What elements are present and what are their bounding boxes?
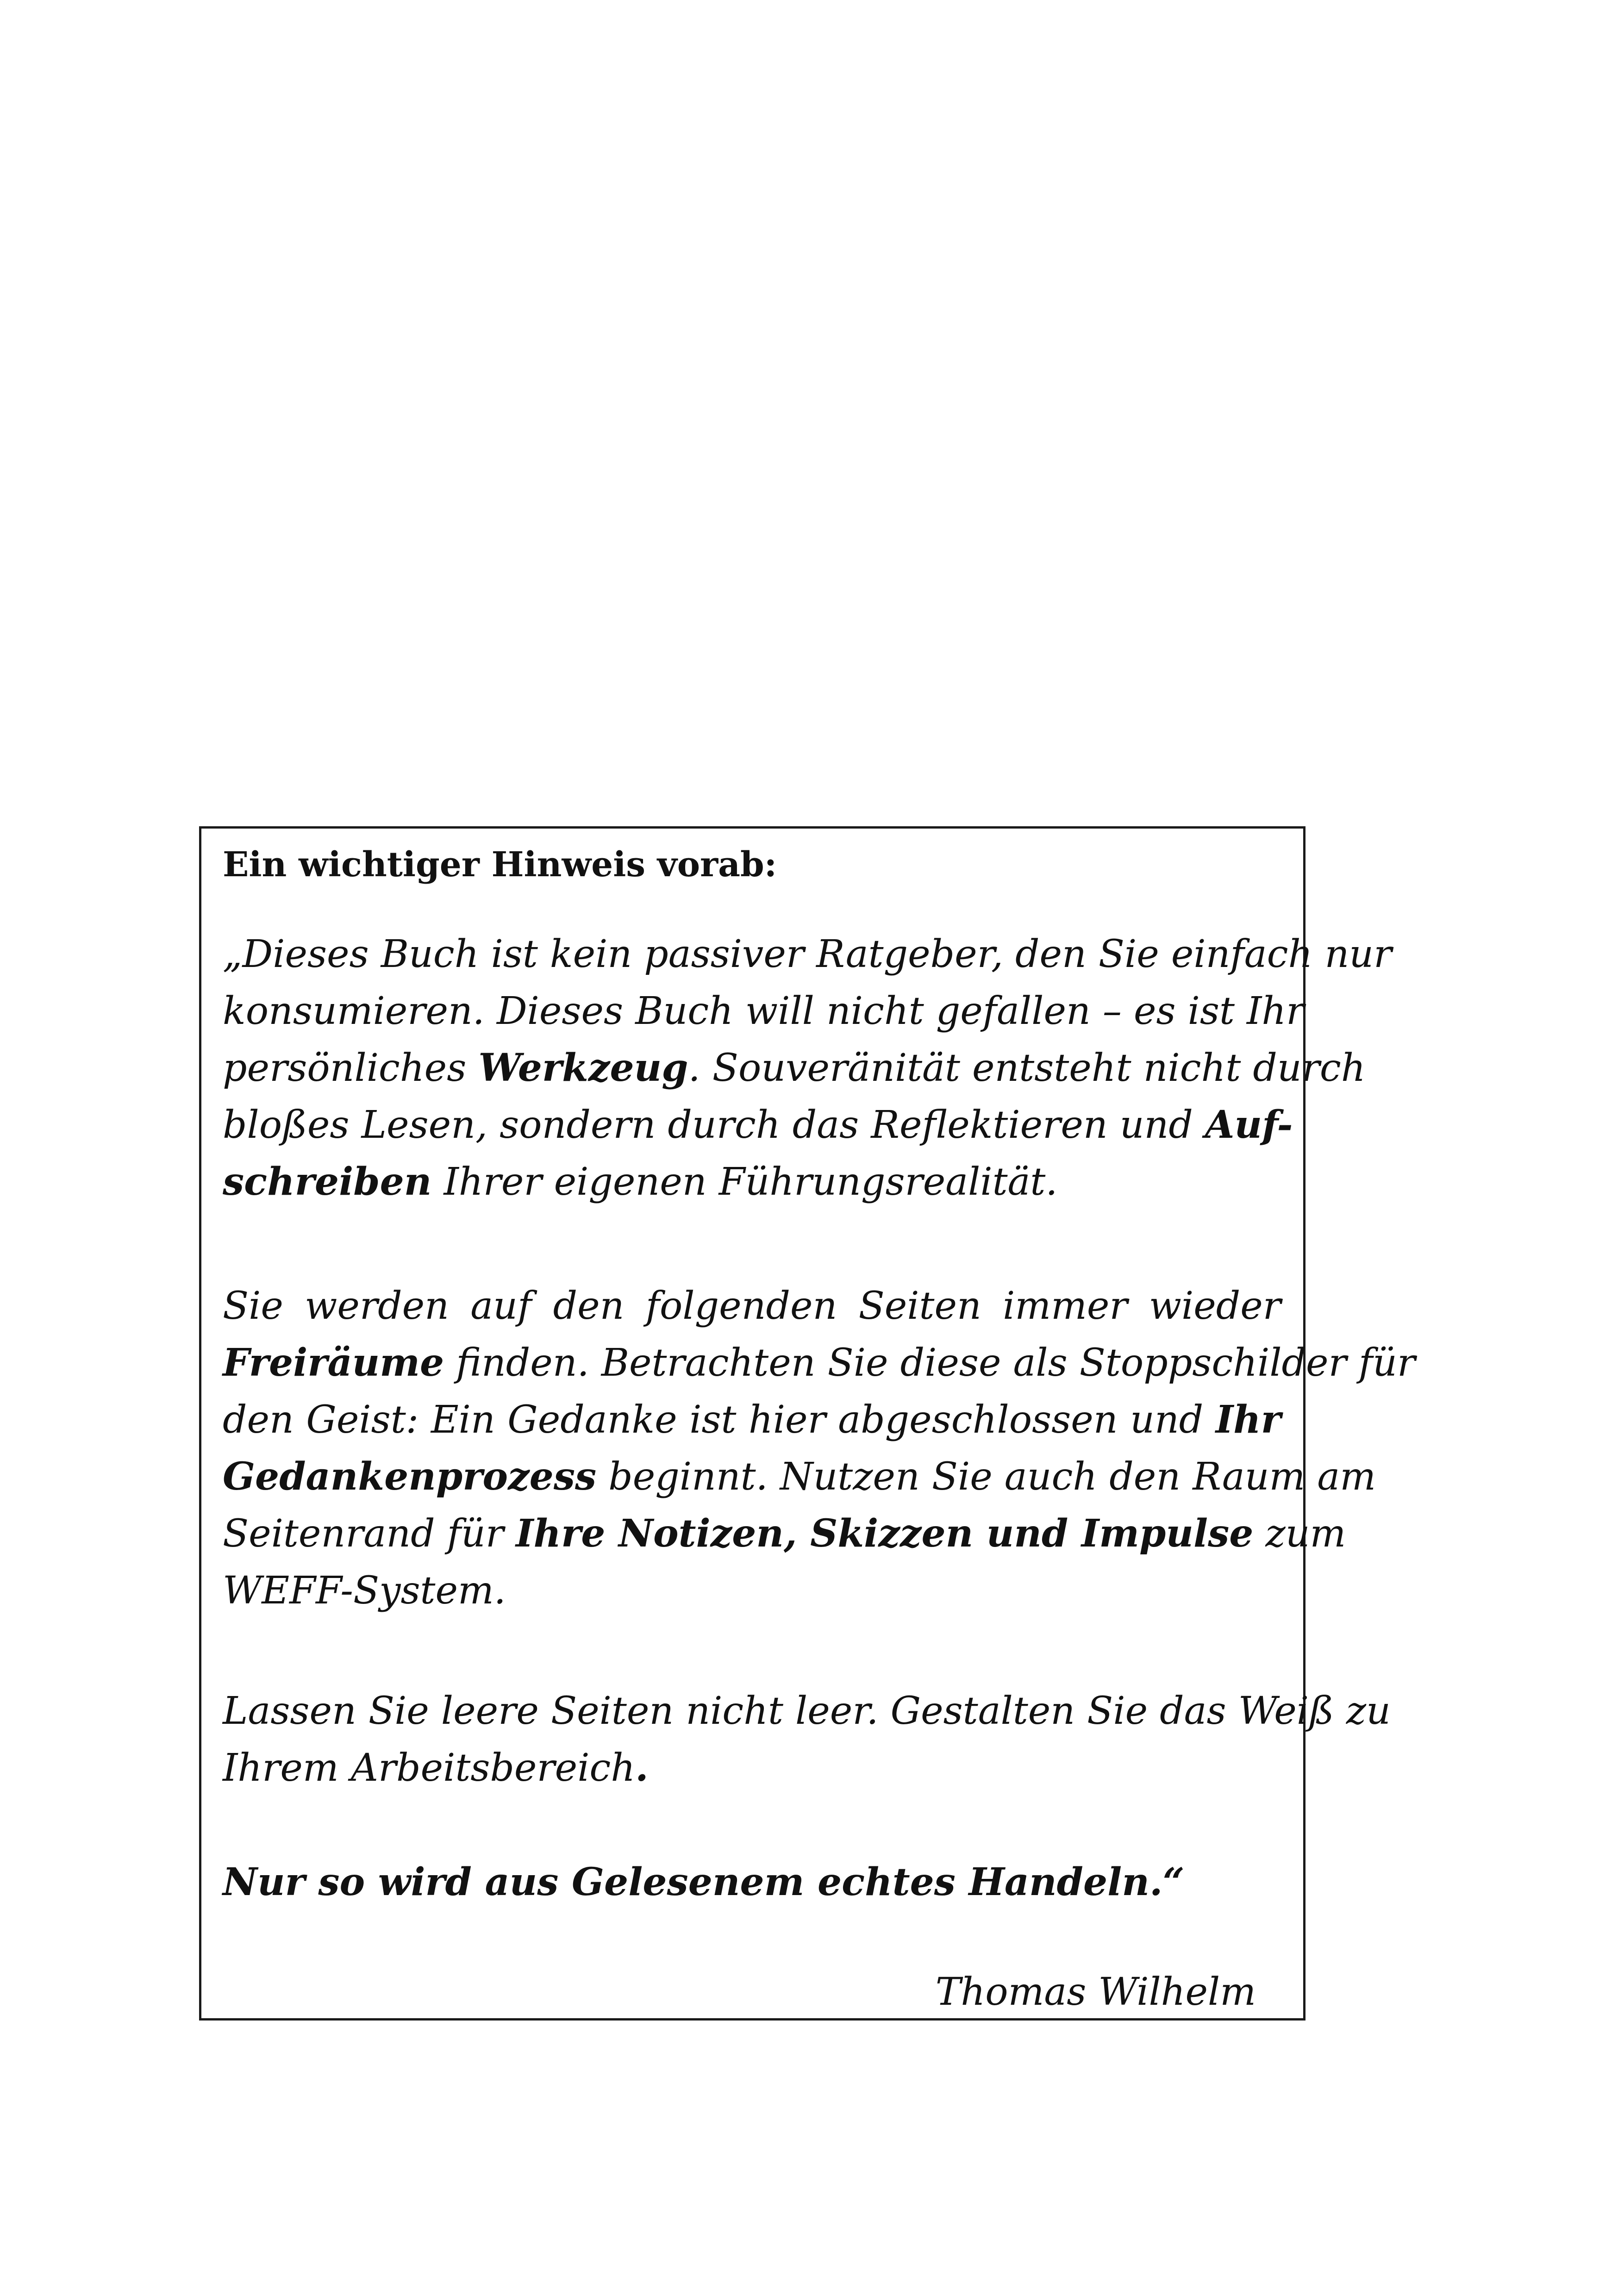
text-line: Freiräume finden. Betrachten Sie diese als Stoppschilder für bbox=[223, 1341, 1416, 1385]
text-line: Seitenrand für Ihre Notizen, Skizzen und Impulse zum bbox=[223, 1511, 1346, 1556]
text-line: Sie werden auf den folgenden Seiten immer wieder bbox=[223, 1284, 1281, 1328]
notice-paragraph-3 bbox=[223, 1683, 1391, 1796]
text-line: den Geist: Ein Gedanke ist hier abgeschlossen und Ihr bbox=[223, 1397, 1281, 1442]
emphasis-werkzeug: Werkzeug bbox=[478, 1046, 688, 1090]
text-line: schreiben Ihrer eigenen Führungsrealität. bbox=[223, 1160, 1058, 1204]
emphasis-ihr: Ihr bbox=[1215, 1397, 1281, 1442]
text-line: Lassen Sie leere Seiten nicht leer. Gestalten Sie das Weiß zu bbox=[223, 1689, 1391, 1733]
text-line: persönliches Werkzeug. Souveränität entsteht nicht durch bbox=[223, 1046, 1366, 1090]
text-line: Gedankenprozess beginnt. Nutzen Sie auch den Raum am bbox=[223, 1454, 1376, 1499]
text-line: bloßes Lesen, sondern durch das Reflektieren und Auf- bbox=[223, 1103, 1293, 1147]
text-line: Ihrem Arbeitsbereich. bbox=[223, 1746, 649, 1790]
notice-title: Ein wichtiger Hinweis vorab: bbox=[223, 845, 777, 885]
text-line: „Dieses Buch ist kein passiver Ratgeber, den Sie einfach nur bbox=[223, 932, 1392, 976]
text-line: Nur so wird aus Gelesenem echtes Handeln.“ bbox=[223, 1860, 1185, 1904]
notice-paragraph-2 bbox=[223, 1278, 1416, 1619]
signature: Thomas Wilhelm bbox=[935, 1970, 1256, 2014]
emphasis-aufschreiben-1: Auf- bbox=[1205, 1103, 1293, 1147]
emphasis-aufschreiben-2: schreiben bbox=[223, 1160, 432, 1204]
emphasis-notizen: Ihre Notizen, Skizzen und Impulse bbox=[516, 1511, 1254, 1556]
emphasis-freiraeume: Freiräume bbox=[223, 1341, 444, 1385]
text-line: konsumieren. Dieses Buch will nicht gefallen – es ist Ihr bbox=[223, 989, 1305, 1033]
emphasis-gedankenprozess: Gedankenprozess bbox=[223, 1454, 597, 1499]
emphasis-period: . bbox=[635, 1746, 649, 1790]
notice-paragraph-1 bbox=[223, 926, 1392, 1210]
notice-closing bbox=[223, 1854, 1281, 1911]
text-line: WEFF-System. bbox=[223, 1569, 506, 1613]
notice-box bbox=[199, 826, 1416, 2021]
